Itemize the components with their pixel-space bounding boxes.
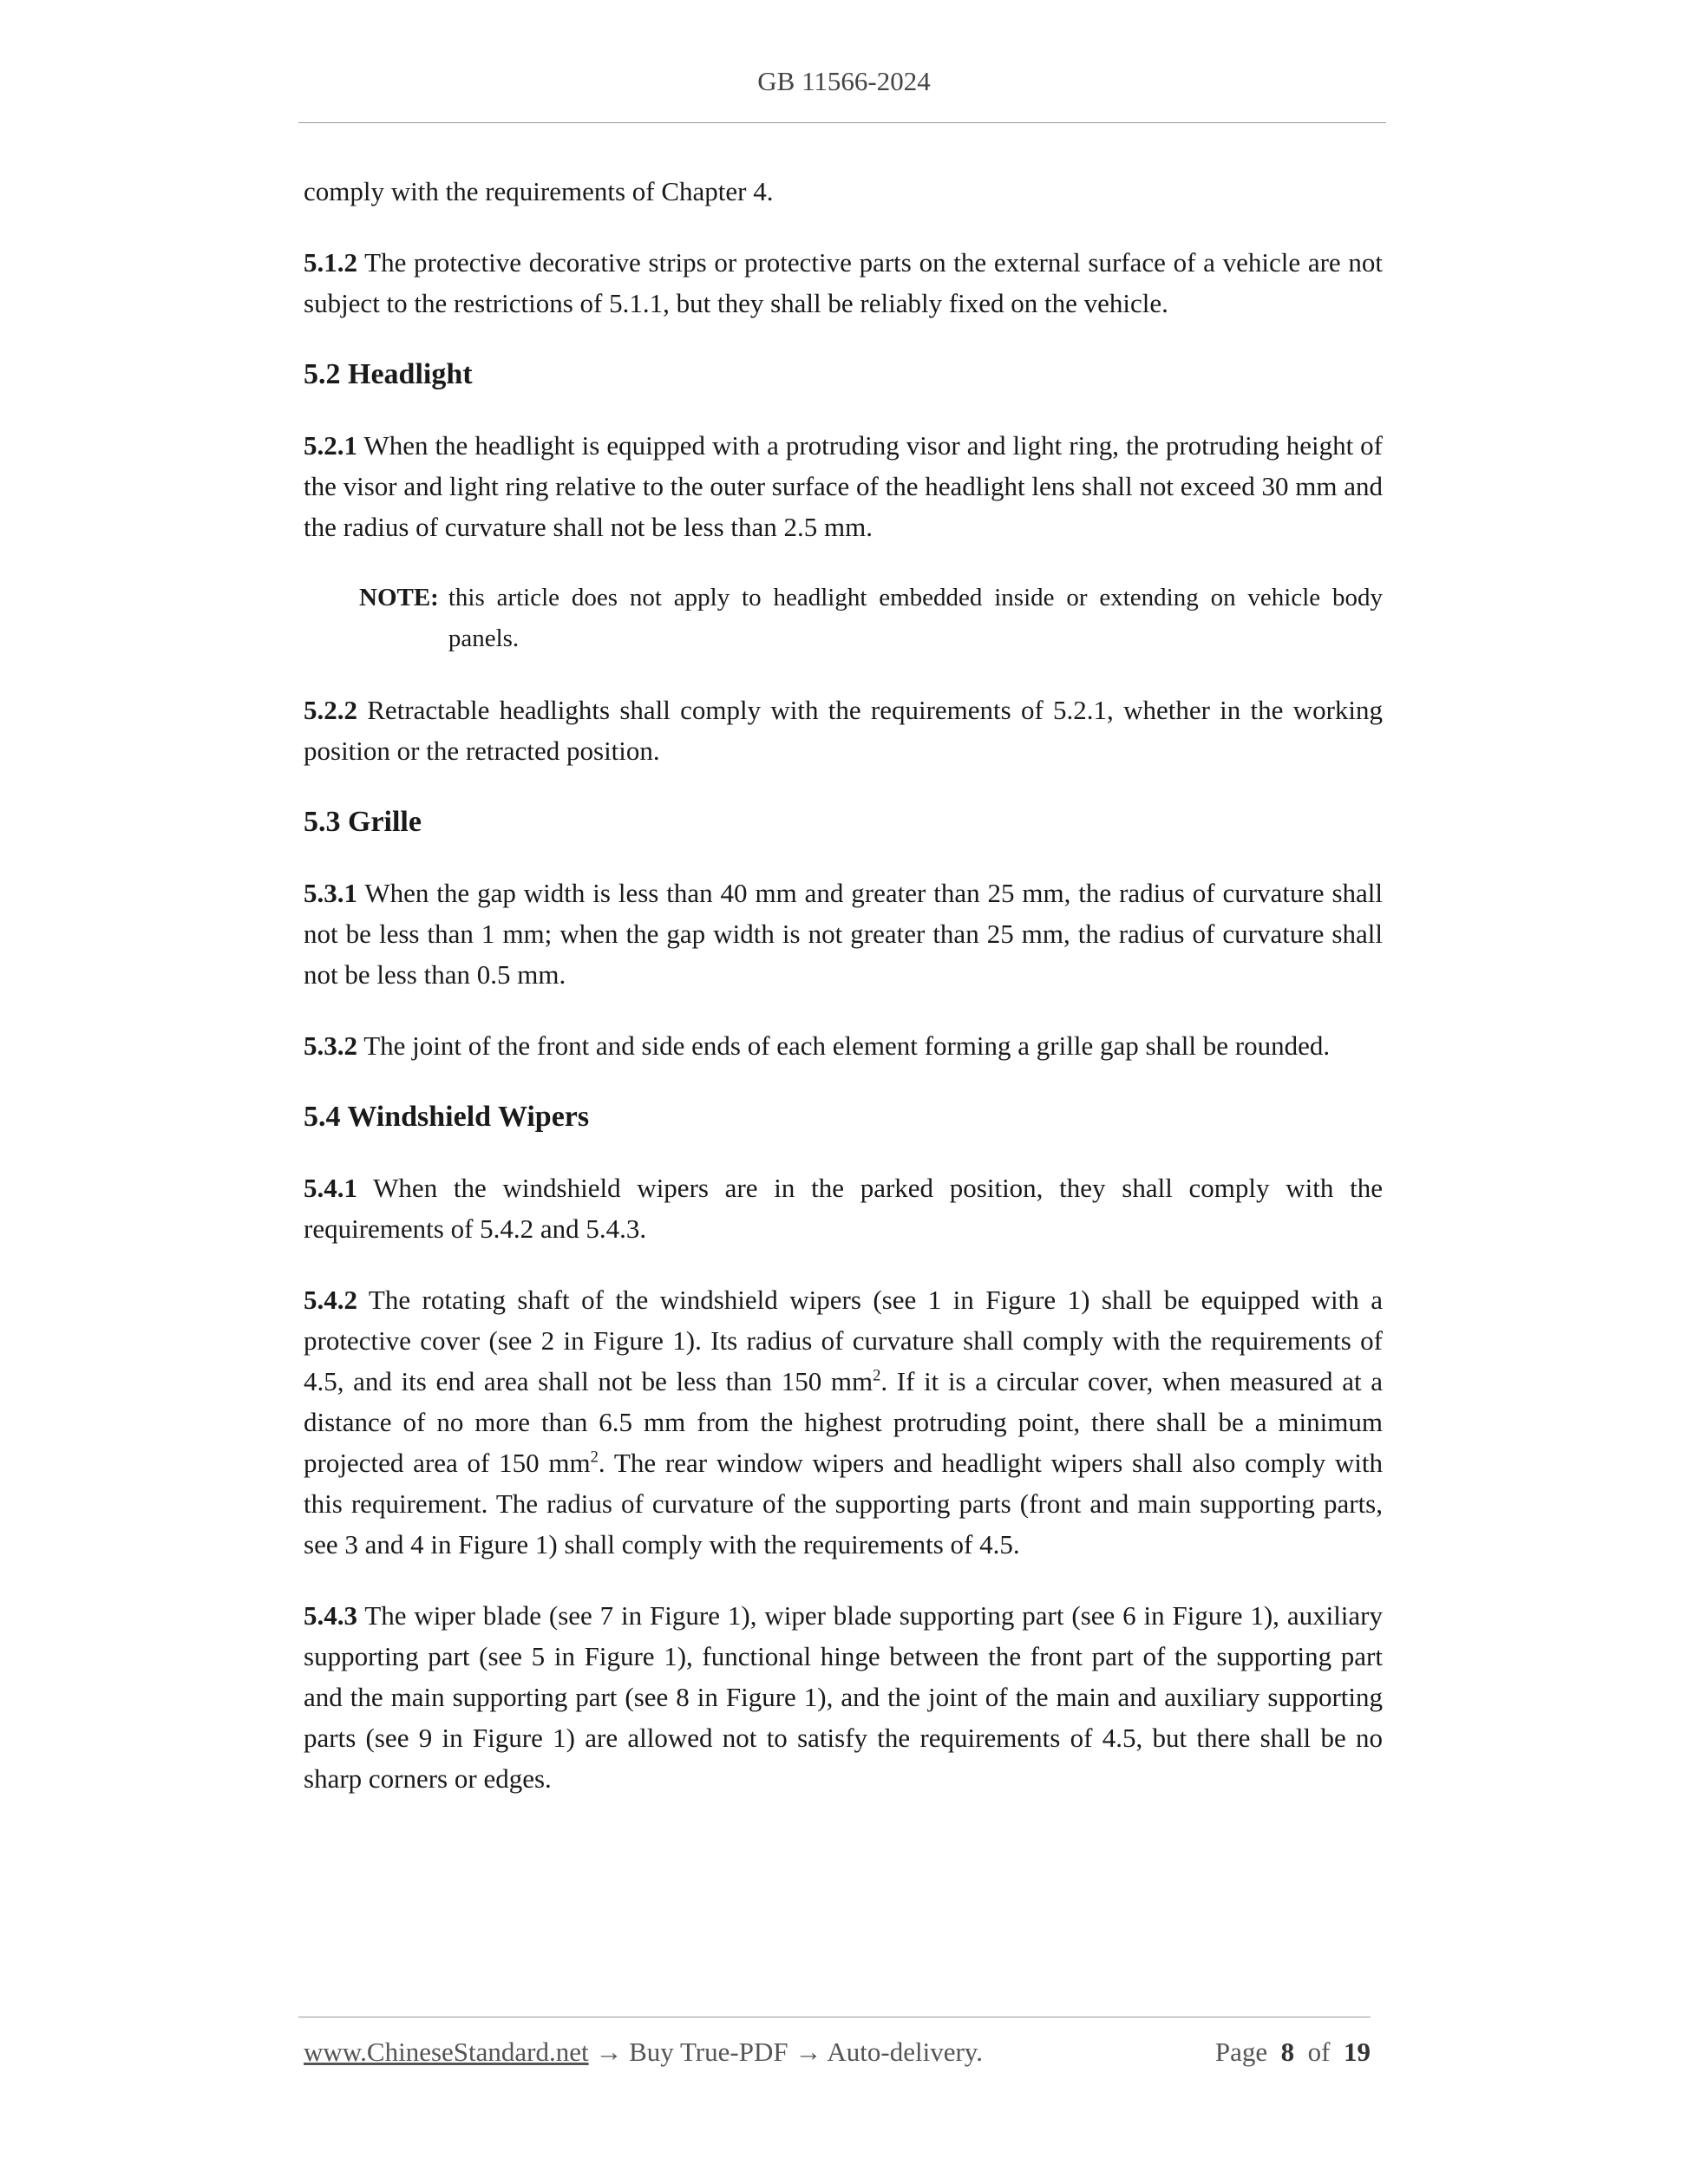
clause-text: The wiper blade (see 7 in Figure 1), wiper blade supporting part (see 6 in Figure 1), auxiliary supporting part (see 5 in Figure 1), functional hinge between the front part of the supporting part and the main supporting part (see 8 in Figure 1), and the joint of the main and auxiliary supporting parts (see 9 in Figure 1) are allowed not to satisfy the requirements of 4.5, but there shall be no sharp corners or edges. <box>304 1600 1383 1794</box>
page-header-title: GB 11566-2024 <box>757 66 931 96</box>
clause-text-part-b: . If it is a circular cover, when measured at a distance of no more than 6.5 mm from the highest protruding point, there shall be a minimum projected area of 150 mm <box>304 1366 1383 1478</box>
of-label: of <box>1307 2037 1331 2067</box>
section-heading-5-3: 5.3 Grille <box>304 806 422 838</box>
superscript: 2 <box>873 1366 881 1385</box>
clause-number: 5.1.2 <box>304 247 357 278</box>
clause-number: 5.2.2 <box>304 695 357 725</box>
clause-5-4-3 <box>304 1595 1383 1799</box>
clause-text-part-a: The rotating shaft of the windshield wipers (see 1 in Figure 1) shall be equipped with a protective cover (see 2 in Figure 1). Its radius of curvature shall comply with the requirements of 4.5, and its end area shall not be less than 150 mm <box>304 1285 1383 1396</box>
clause-5-4-1 <box>304 1167 1383 1249</box>
clause-number: 5.4.2 <box>304 1285 357 1315</box>
clause-5-1-2 <box>304 242 1383 324</box>
section-heading-5-2: 5.2 Headlight <box>304 358 473 390</box>
header-divider <box>298 122 1386 123</box>
footer-promo <box>304 2037 983 2068</box>
arrow-icon: → <box>588 2037 630 2067</box>
website-link[interactable]: www.ChineseStandard.net <box>304 2037 589 2067</box>
page-total: 19 <box>1344 2037 1371 2067</box>
note-text: this article does not apply to headlight embedded inside or extending on vehicle body panels. <box>448 584 1383 652</box>
clause-number: 5.3.2 <box>304 1030 357 1061</box>
clause-text: Retractable headlights shall comply with the requirements of 5.2.1, whether in the working position or the retracted position. <box>304 695 1383 766</box>
clause-text-part-c: . The rear window wipers and headlight wipers shall also comply with this requirement. The radius of curvature of the supporting parts (front and main supporting parts, see 3 and 4 in Figure 1) shall comply with the requirements of 4.5. <box>304 1448 1383 1560</box>
clause-5-3-2 <box>304 1025 1383 1066</box>
clause-text: When the headlight is equipped with a protruding visor and light ring, the protruding height of the visor and light ring relative to the outer surface of the headlight lens shall not exceed 30 mm and the radius of curvature shall not be less than 2.5 mm. <box>304 430 1383 542</box>
clause-number: 5.4.1 <box>304 1173 357 1203</box>
page-indicator <box>1215 2037 1371 2068</box>
paragraph-continuation: comply with the requirements of Chapter 4. <box>304 176 774 206</box>
section-heading-5-4: 5.4 Windshield Wipers <box>304 1101 590 1133</box>
page-label: Page <box>1214 2037 1268 2067</box>
document-body <box>304 171 1383 1829</box>
clause-number: 5.3.1 <box>304 878 357 908</box>
clause-text: When the gap width is less than 40 mm and greater than 25 mm, the radius of curvature shall not be less than 1 mm; when the gap width is not greater than 25 mm, the radius of curvature shall not be less than 0.5 mm. <box>304 878 1383 990</box>
clause-5-2-1 <box>304 425 1383 547</box>
clause-5-4-2 <box>304 1279 1383 1565</box>
clause-text: When the windshield wipers are in the parked position, they shall comply with the requirements of 5.4.2 and 5.4.3. <box>304 1173 1383 1244</box>
superscript: 2 <box>590 1448 599 1467</box>
clause-text: The protective decorative strips or protective parts on the external surface of a vehicle are not subject to the restrictions of 5.1.1, but they shall be reliably fixed on the vehicle. <box>304 247 1383 318</box>
page-number: 8 <box>1280 2037 1295 2067</box>
note-label: NOTE: <box>359 584 439 611</box>
buy-pdf-text: Buy True-PDF <box>629 2037 788 2067</box>
clause-number: 5.4.3 <box>304 1600 357 1631</box>
auto-delivery-text: Auto-delivery. <box>827 2037 984 2067</box>
clause-text: The joint of the front and side ends of each element forming a grille gap shall be rounded. <box>357 1030 1331 1061</box>
clause-5-2-2 <box>304 690 1383 771</box>
arrow-icon: → <box>788 2037 828 2067</box>
clause-5-3-1 <box>304 873 1383 995</box>
clause-number: 5.2.1 <box>304 430 357 461</box>
note-block <box>359 578 1383 659</box>
